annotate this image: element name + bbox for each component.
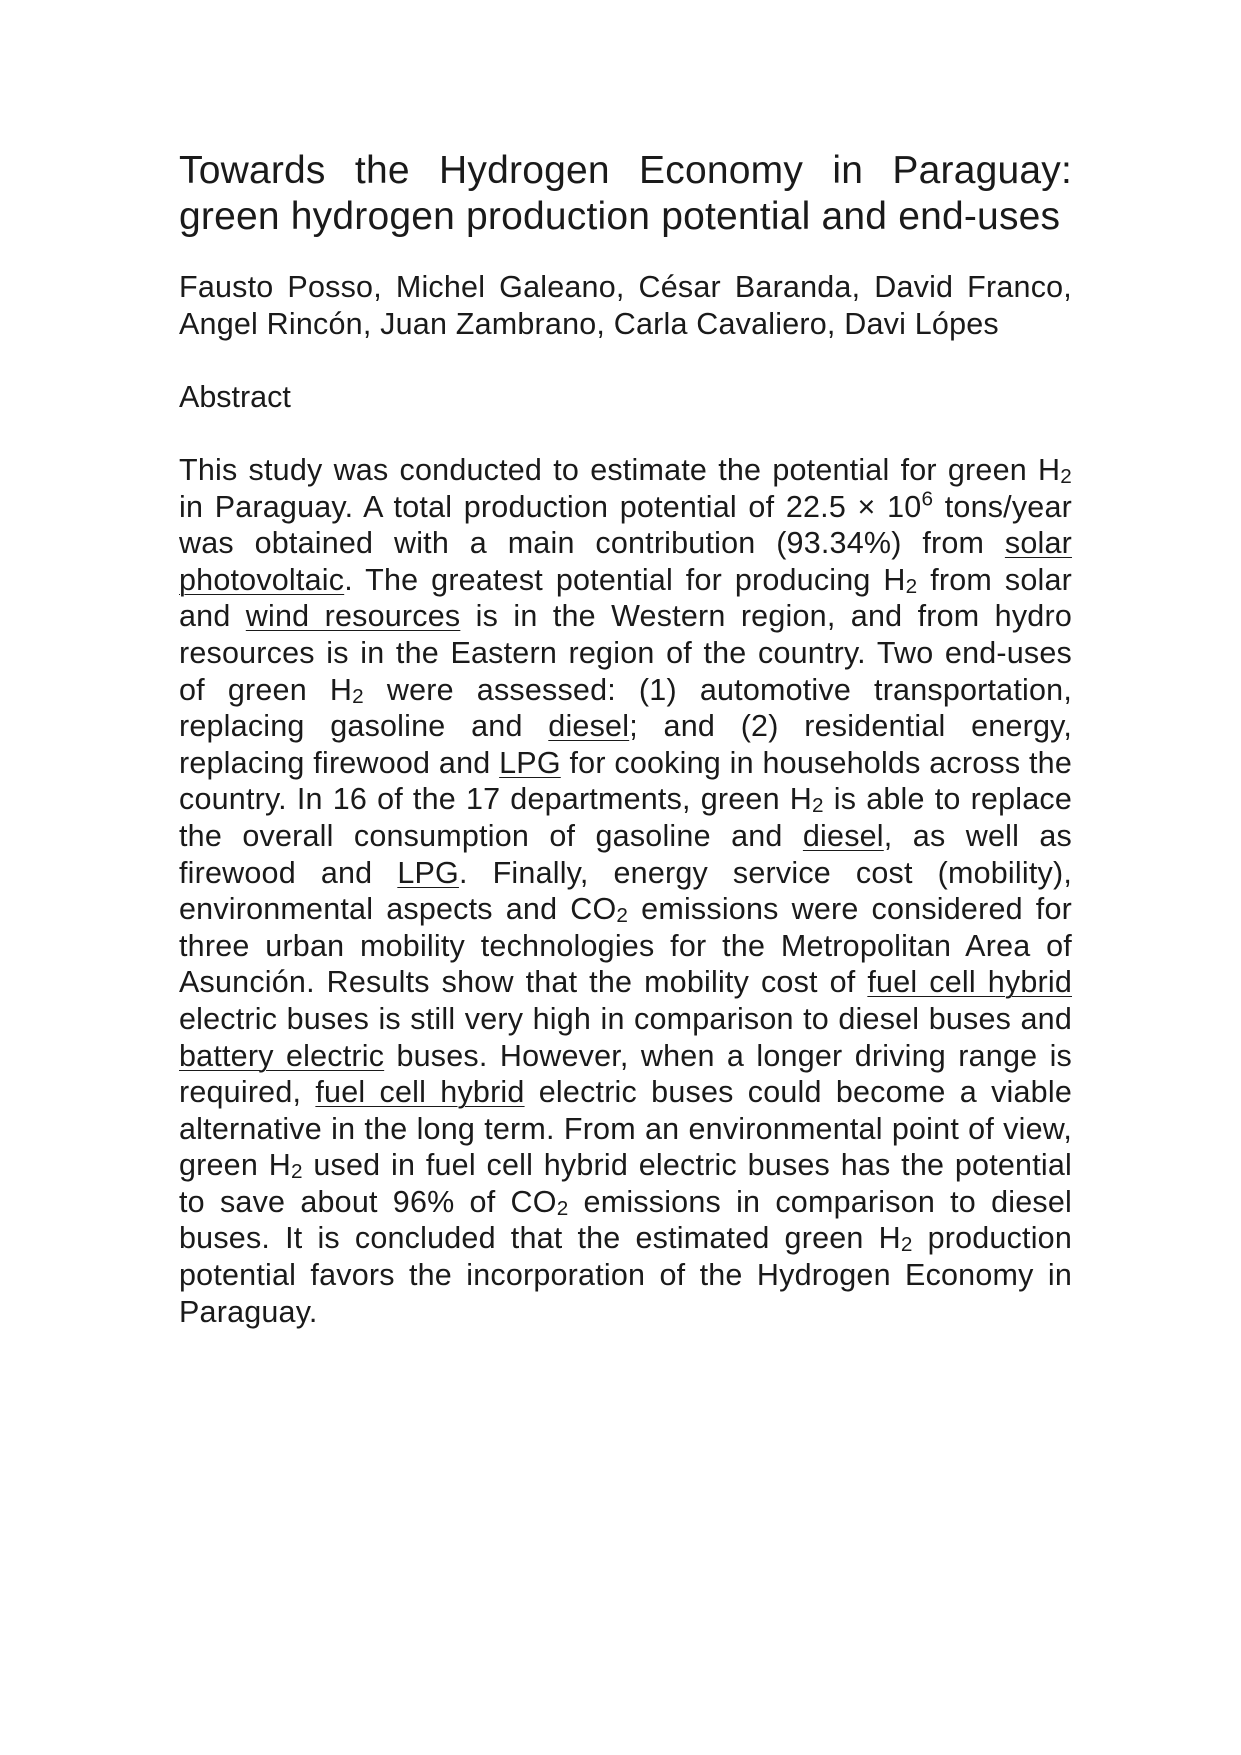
- abstract-text: emissions were considered for three urban mobility technologies for the Metropolitan Area of Asunción. Results show that the mobility cost of: [179, 892, 1072, 1000]
- abstract-text: emissions in comparison to diesel buses. It is concluded that the estimated green H: [179, 1184, 1072, 1256]
- glossary-link[interactable]: wind resources: [245, 599, 461, 634]
- glossary-link[interactable]: fuel cell hybrid: [315, 1075, 525, 1110]
- subscript: 2: [556, 1196, 569, 1220]
- paper-title: Towards the Hydrogen Economy in Paraguay: green hydrogen production potential and end-uses: [179, 149, 1072, 238]
- subscript: 2: [616, 904, 629, 928]
- superscript: 6: [921, 487, 934, 511]
- abstract-text: This study was conducted to estimate the potential for green H: [179, 453, 1061, 487]
- glossary-link[interactable]: LPG: [397, 855, 459, 890]
- abstract-body: [179, 452, 1072, 1330]
- abstract-text: electric buses could become a viable alternative in the long term. From an environmental point of view, green H: [179, 1075, 1072, 1183]
- subscript: 2: [900, 1233, 913, 1257]
- abstract-text: electric buses is still very high in comparison to diesel buses and: [179, 1001, 1072, 1036]
- abstract-text: in Paraguay. A total production potential of 22.5 × 10: [179, 489, 922, 524]
- abstract-text: is in the Western region, and from hydro resources is in the Eastern region of the country. Two end-uses of green H: [179, 599, 1072, 707]
- abstract-text: were assessed: (1) automotive transportation, replacing gasoline and: [179, 672, 1072, 744]
- abstract-text: buses. However, when a longer driving range is required,: [179, 1038, 1073, 1110]
- glossary-link[interactable]: LPG: [499, 745, 561, 780]
- subscript: 2: [905, 574, 918, 598]
- subscript: 2: [1060, 465, 1072, 489]
- abstract-text: . The greatest potential for producing H: [344, 562, 906, 597]
- abstract-text: from solar and: [179, 562, 1072, 634]
- glossary-link[interactable]: fuel cell hybrid: [867, 965, 1072, 1000]
- abstract-text: , as well as firewood and: [179, 818, 1073, 890]
- glossary-link[interactable]: battery electric: [179, 1038, 385, 1073]
- document-page: [179, 148, 1072, 1330]
- abstract-text: tons/year was obtained with a main contribution (93.34%) from: [179, 489, 1072, 561]
- abstract-text: for cooking in households across the country. In 16 of the 17 departments, green H: [179, 745, 1073, 817]
- abstract-text: ; and (2) residential energy, replacing firewood and: [179, 709, 1072, 780]
- author-list: Fausto Posso, Michel Galeano, César Baranda, David Franco, Angel Rincón, Juan Zambrano, Carla Cavaliero, Davi Lópes: [179, 270, 1072, 341]
- abstract-text: . Finally, energy service cost (mobility), environmental aspects and CO: [179, 855, 1072, 927]
- glossary-link[interactable]: solar photovoltaic: [179, 526, 1072, 597]
- subscript: 2: [290, 1160, 303, 1184]
- subscript: 2: [352, 684, 364, 708]
- subscript: 2: [812, 794, 824, 818]
- abstract-text: production potential favors the incorporation of the Hydrogen Economy in Paraguay.: [179, 1221, 1073, 1329]
- abstract-heading: Abstract: [179, 380, 291, 414]
- glossary-link[interactable]: diesel: [548, 709, 630, 744]
- abstract-text: is able to replace the overall consumption of gasoline and: [179, 782, 1072, 853]
- glossary-link[interactable]: diesel: [802, 818, 884, 853]
- abstract-text: used in fuel cell hybrid electric buses has the potential to save about 96% of CO: [179, 1148, 1072, 1219]
